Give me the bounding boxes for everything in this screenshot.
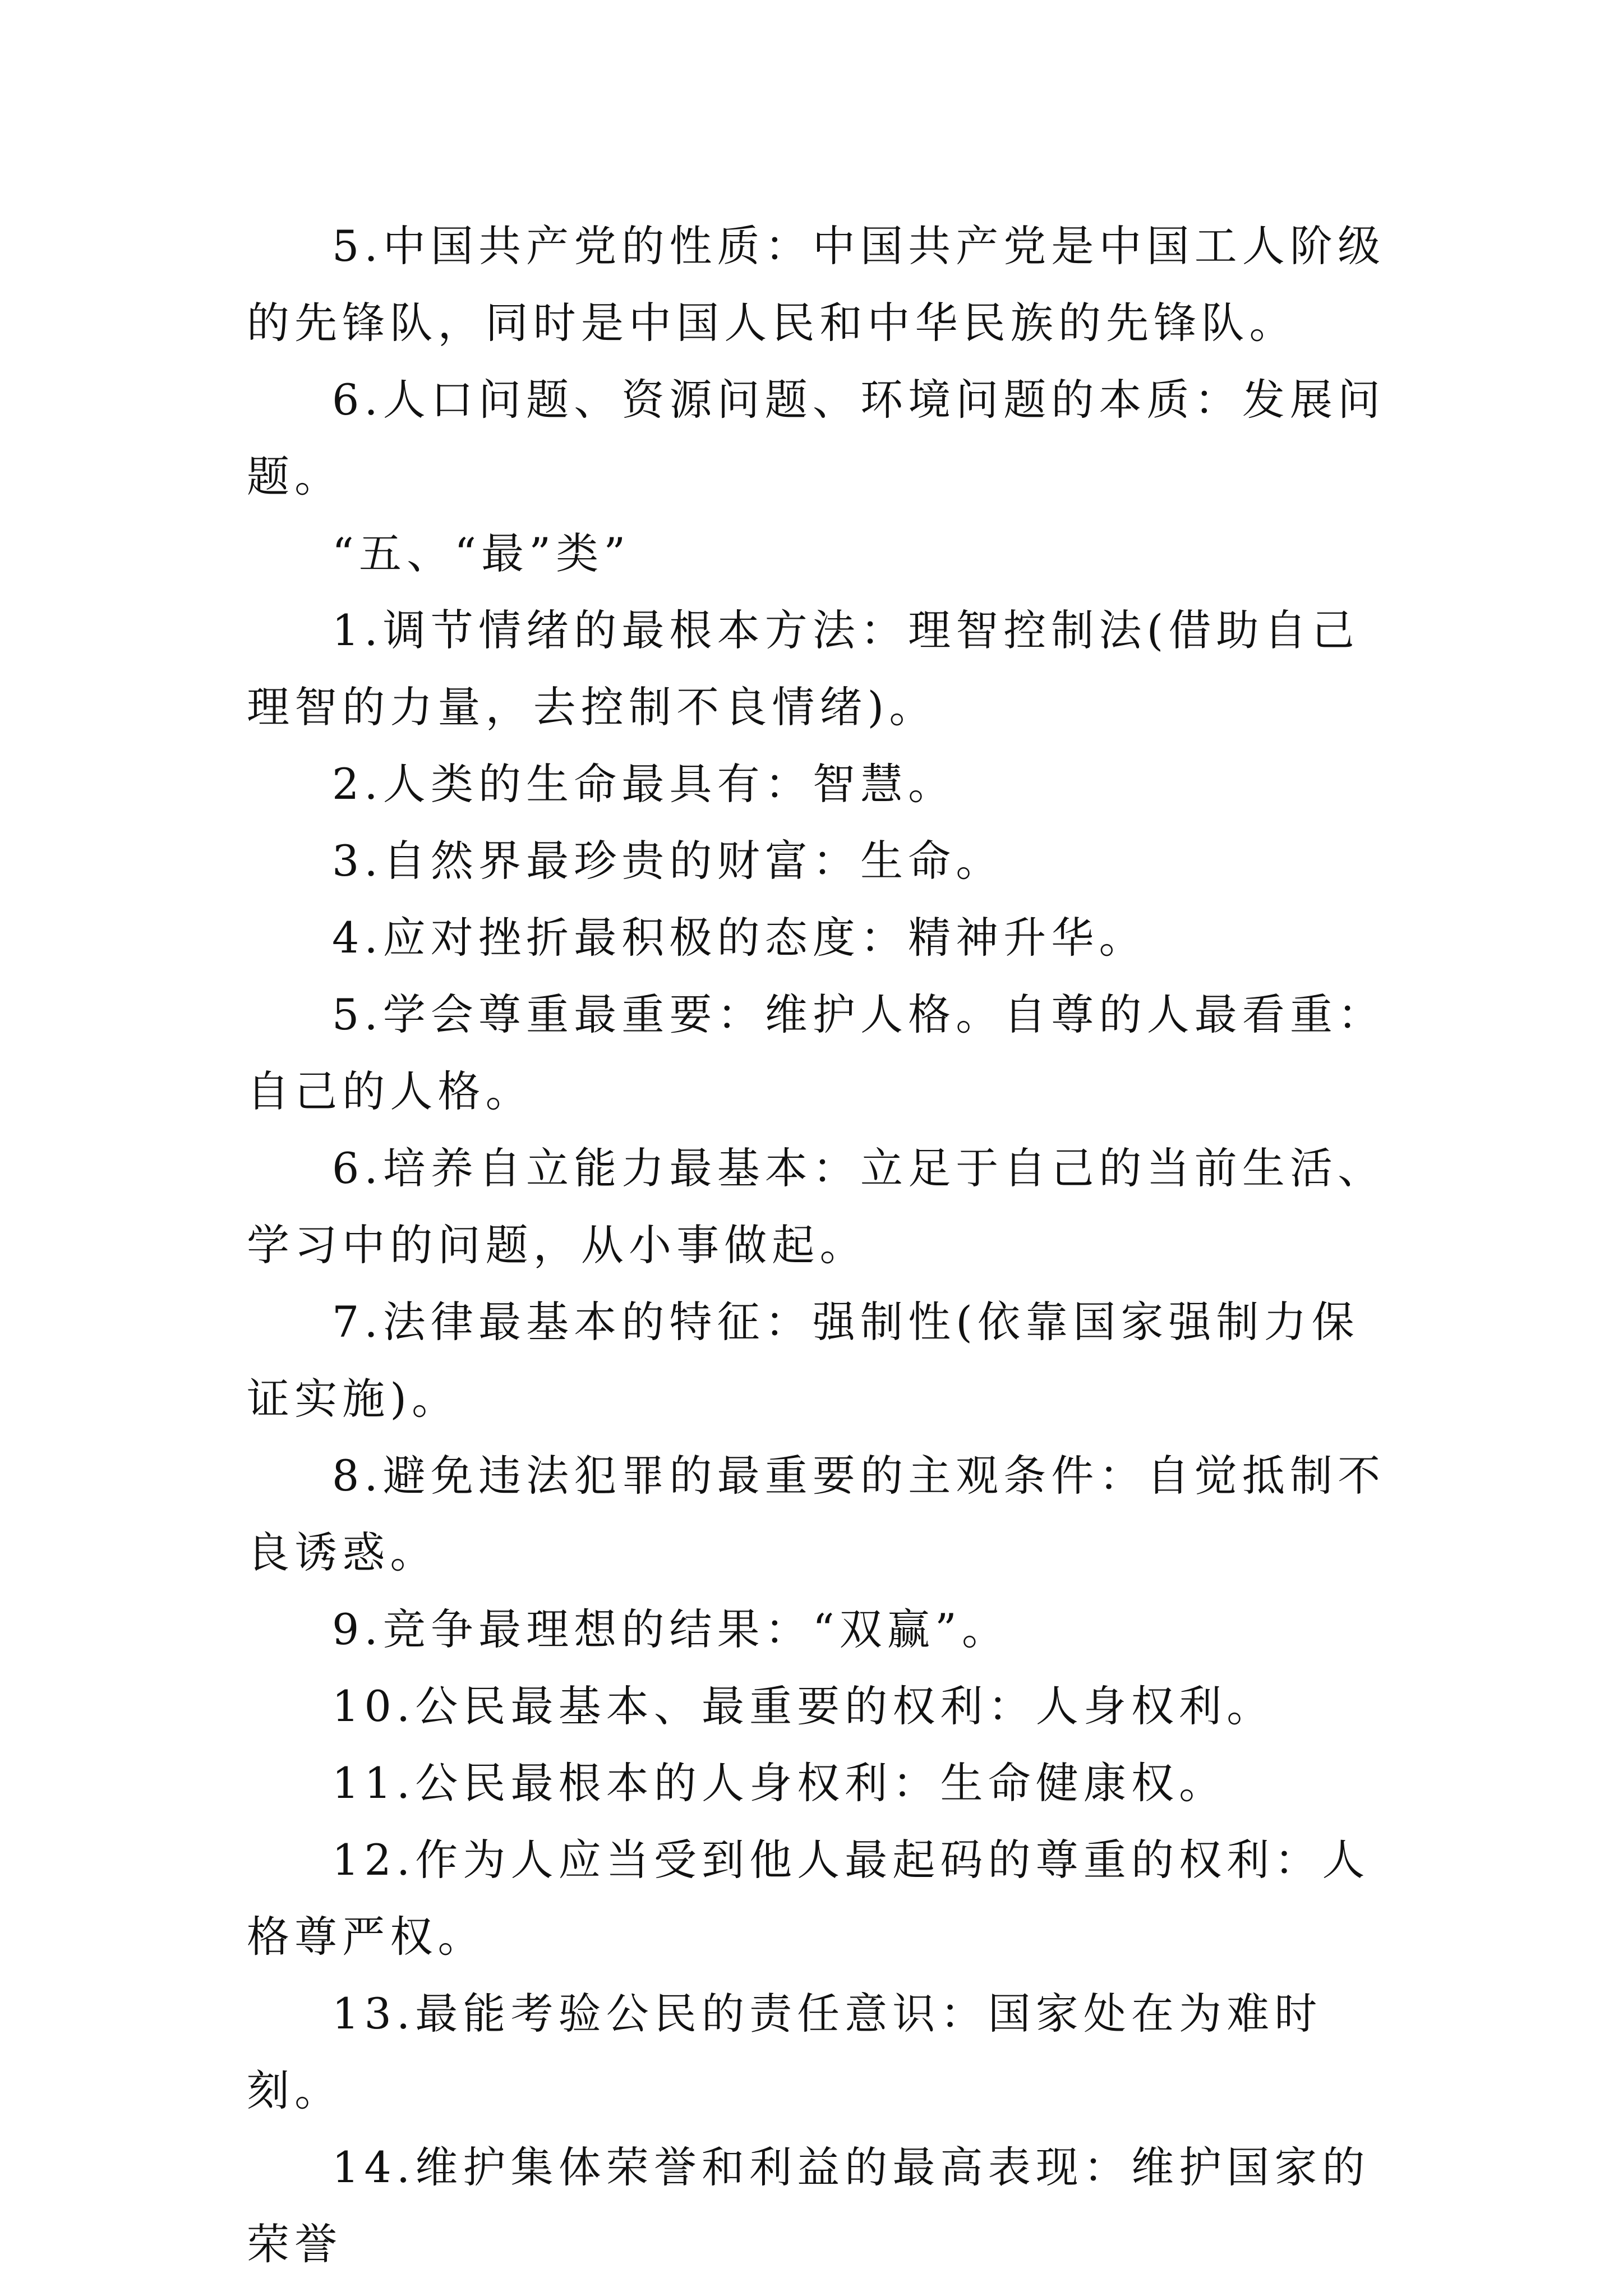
paragraph-item-1: 1.调节情绪的最根本方法：理智控制法(借助自己理智的力量，去控制不良情绪)。 [247,605,1359,732]
paragraph-item-4: 4.应对挫折最积极的态度：精神升华。 [332,913,1147,963]
paragraph-item-10: 10.公民最基本、最重要的权利：人身权利。 [332,1681,1275,1731]
document-body [247,208,1396,2283]
paragraph-item-5: 5.学会尊重最重要：维护人格。自尊的人最看重：自己的人格。 [247,990,1386,1116]
paragraph-item-6: 6.培养自立能力最基本：立足于自己的当前生活、学习中的问题，从小事做起。 [247,1143,1386,1270]
paragraph-item-9: 9.竞争最理想的结果：“双赢”。 [332,1604,1010,1654]
paragraph-item-11: 11.公民最根本的人身权利：生命健康权。 [332,1758,1227,1808]
paragraph-item-8: 8.避免违法犯罪的最重要的主观条件：自觉抵制不良诱惑。 [247,1451,1386,1577]
paragraph-item-12: 12.作为人应当受到他人最起码的尊重的权利：人格尊严权。 [247,1835,1370,1962]
section-heading: “五、“最”类” [332,528,631,578]
paragraph-development-issue: 6.人口问题、资源问题、环境问题的本质：发展问题。 [247,375,1386,501]
paragraph-item-7: 7.法律最基本的特征：强制性(依靠国家强制力保证实施)。 [247,1297,1359,1424]
paragraph-party-nature: 5.中国共产党的性质：中国共产党是中国工人阶级的先锋队，同时是中国人民和中华民族的先锋队。 [247,221,1386,348]
paragraph-item-3: 3.自然界最珍贵的财富：生命。 [332,836,1004,886]
paragraph-item-2: 2.人类的生命最具有：智慧。 [332,759,956,809]
paragraph-item-14: 14.维护集体荣誉和利益的最高表现：维护国家的荣誉 [247,2142,1370,2269]
paragraph-item-13: 13.最能考验公民的责任意识：国家处在为难时刻。 [247,1989,1322,2115]
